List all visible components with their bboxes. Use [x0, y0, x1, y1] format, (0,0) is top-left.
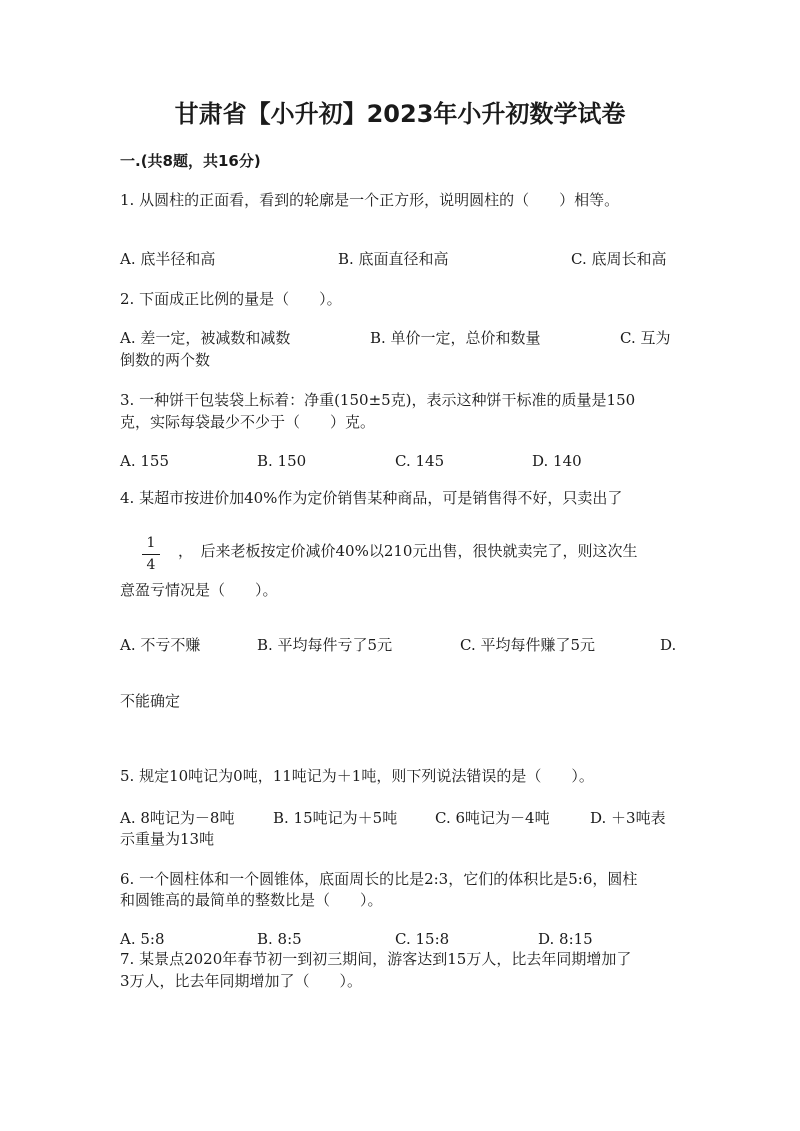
question-3-stem-line-1: 3. 一种饼干包装袋上标着：净重(150±5克)，表示这种饼干标准的质量是150	[120, 391, 636, 409]
fraction-one-quarter	[142, 534, 160, 574]
question-3-stem-line-2: 克，实际每袋最少不少于（ ）克。	[120, 413, 376, 431]
fraction-denominator: 4	[146, 557, 156, 573]
question-4-option-b: B. 平均每件亏了5元	[257, 636, 393, 654]
question-1-option-a: A. 底半径和高	[120, 250, 216, 268]
question-6-option-d: D. 8:15	[538, 930, 593, 948]
question-5-option-d-continued: 示重量为13吨	[120, 830, 215, 848]
question-5-option-d: D. ＋3吨表	[590, 809, 666, 827]
question-4-option-c: C. 平均每件赚了5元	[460, 636, 596, 654]
question-7-stem-line-2: 3万人，比去年同期增加了（ ）。	[120, 972, 363, 990]
question-6-option-b: B. 8:5	[257, 930, 302, 948]
question-1-option-c: C. 底周长和高	[571, 250, 667, 268]
question-1-stem: 1. 从圆柱的正面看，看到的轮廓是一个正方形，说明圆柱的（ ）相等。	[120, 191, 620, 209]
question-3-option-b: B. 150	[257, 452, 307, 470]
question-6-option-a: A. 5:8	[120, 930, 165, 948]
question-2-option-c-continued: 倒数的两个数	[120, 351, 211, 369]
question-5-stem: 5. 规定10吨记为0吨，11吨记为＋1吨，则下列说法错误的是（ ）。	[120, 767, 594, 785]
question-4-option-a: A. 不亏不赚	[120, 636, 201, 654]
question-2-option-c: C. 互为	[620, 329, 671, 347]
question-1-option-b: B. 底面直径和高	[338, 250, 449, 268]
question-2-option-a: A. 差一定，被减数和减数	[120, 329, 291, 347]
question-6-stem-line-1: 6. 一个圆柱体和一个圆锥体，底面周长的比是2:3，它们的体积比是5:6，圆柱	[120, 870, 638, 888]
question-3-option-a: A. 155	[120, 452, 169, 470]
question-4-option-d: D.	[660, 636, 677, 654]
question-4-option-d-continued: 不能确定	[120, 692, 181, 710]
question-4-stem-line-2: ， 后来老板按定价减价40%以210元出售，很快就卖完了，则这次生	[178, 542, 638, 560]
question-6-option-c: C. 15:8	[395, 930, 450, 948]
question-7-stem-line-1: 7. 某景点2020年春节初一到初三期间，游客达到15万人，比去年同期增加了	[120, 950, 632, 968]
question-4-stem-line-1: 4. 某超市按进价加40%作为定价销售某种商品，可是销售得不好，只卖出了	[120, 489, 623, 507]
question-2-stem: 2. 下面成正比例的量是（ ）。	[120, 290, 342, 308]
question-5-option-a: A. 8吨记为－8吨	[120, 809, 235, 827]
section-heading: 一.(共8题，共16分)	[120, 152, 261, 170]
question-5-option-c: C. 6吨记为－4吨	[435, 809, 550, 827]
question-3-option-c: C. 145	[395, 452, 445, 470]
question-3-option-d: D. 140	[532, 452, 582, 470]
fraction-numerator: 1	[146, 535, 156, 551]
question-6-stem-line-2: 和圆锥高的最简单的整数比是（ ）。	[120, 891, 383, 909]
question-5-option-b: B. 15吨记为＋5吨	[273, 809, 398, 827]
fraction-bar	[142, 554, 160, 555]
question-4-stem-line-3: 意盈亏情况是（ ）。	[120, 581, 278, 599]
page-title: 甘肃省【小升初】2023年小升初数学试卷	[174, 100, 626, 128]
question-2-option-b: B. 单价一定，总价和数量	[370, 329, 541, 347]
